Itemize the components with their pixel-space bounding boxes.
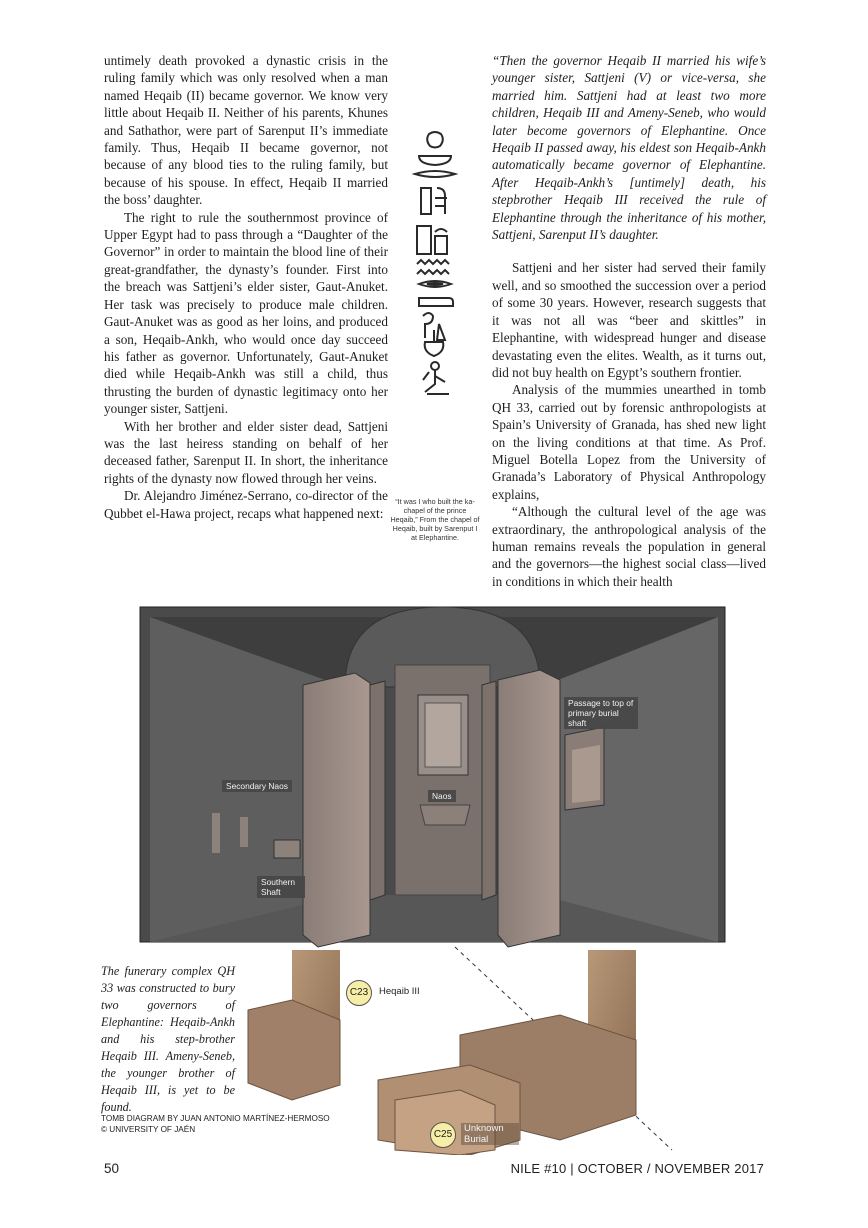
hieroglyph-inscription xyxy=(405,128,465,403)
burial-marker-c23: C23 xyxy=(346,980,372,1006)
page-number: 50 xyxy=(104,1161,120,1176)
label-passage: Passage to top of primary burial shaft xyxy=(564,697,638,729)
label-southern-shaft: Southern Shaft xyxy=(257,876,305,898)
figure-caption: The funerary complex QH 33 was constructed to bury two governors of Elephantine: Heqaib-Ankh and his step-brother Heqaib III. Ameny-Seneb, the younger brother of Heqaib III, is yet to be found. xyxy=(101,964,235,1114)
paragraph: Dr. Alejandro Jiménez-Serrano, co-director of the Qubbet el-Hawa project, recaps what happened next: xyxy=(104,488,388,521)
right-text-column xyxy=(492,52,766,590)
quote-block: “Then the governor Heqaib II married his wife’s younger sister, Sattjeni (V) or vice-versa, she married him. Sattjeni had at least two more children, Heqaib III and Ameny-Seneb, who would later become governors of Elephantine. Once Heqaib II passed away, his eldest son Heqaib-Ankh automatically became governor of Elephantine. After Heqaib-Ankh’s [untimely] death, his stepbrother Heqaib III received the rule of Elephantine through the inheritance of his mother, Sattjeni, Sarenput II’s daughter. xyxy=(492,53,766,243)
paragraph: untimely death provoked a dynastic crisis in the ruling family which was only resolved when a man named Heqaib (II) became governor. We know very little about Heqaib II. Neither of his parents, Khunes and Sathathor, were part of Sarenput II’s immediate family. Thus, Heqaib II became governor, not because of any blood ties to the ruling family, but because of his spouse. In effect, Heqaib II married the boss’ daughter. xyxy=(104,53,388,208)
paragraph: With her brother and elder sister dead, Sattjeni was the last heiress standing on behalf of her deceased father, Sarenput II. In short, the inheritance rights of the dynasty now flowed through her veins. xyxy=(104,418,388,486)
credit-line: TOMB DIAGRAM BY JUAN ANTONIO MARTÍNEZ-HERMOSO xyxy=(101,1114,330,1123)
burial-marker-c25: C25 xyxy=(430,1122,456,1148)
diagram-credit xyxy=(101,1113,401,1135)
left-text-column xyxy=(104,52,388,522)
hieroglyph-caption: “It was I who built the ka-chapel of the prince Heqaib,” From the chapel of Heqaib, built by Sarenput I at Elephantine. xyxy=(390,497,480,542)
paragraph: Sattjeni and her sister had served their family well, and so smoothed the succession over a period of some 30 years. However, research suggests that it was not all was “beer and skittles” in Elephantine, with widespread hunger and disease devastating even the elites. Wealth, as it turns out, did not buy health on Egypt’s southern frontier. xyxy=(492,260,766,380)
paragraph: “Although the cultural level of the age was extraordinary, the anthropological analysis of the human remains reveals the population in general and the governors—the highest social class—lived in conditions in which their health xyxy=(492,504,766,589)
paragraph: The right to rule the southernmost province of Upper Egypt had to pass through a “Daughter of the Governor” in order to maintain the blood line of their great-grandfather, the dynasty’s founder. First into the breach was Sattjeni’s elder sister, Gaut-Anuket. Her task was precisely to produce male children. Gaut-Anuket was as good as her loins, and produced a son, Heqaib-Ankh, who would once day succeed his father as governor. Unfortunately, Gaut-Anuket died while Heqaib-Ankh was still a child, thus thrusting the burden of dynastic legitimacy onto her younger sister, Sattjeni. xyxy=(104,209,388,417)
paragraph: Analysis of the mummies unearthed in tomb QH 33, carried out by forensic anthropologists at Spain’s University of Granada, has shed new light on the living conditions at that time. As Prof. Miguel Botella Lopez from the University of Granada’s Laboratory of Physical Anthropology explains, xyxy=(492,382,766,502)
burial-label-c23: Heqaib III xyxy=(379,986,420,997)
publication-footer: NILE #10 | OCTOBER / NOVEMBER 2017 xyxy=(510,1161,764,1176)
label-naos: Naos xyxy=(428,790,456,802)
burial-label-c25: Unknown Burial xyxy=(461,1123,519,1145)
credit-line: © UNIVERSITY OF JAÉN xyxy=(101,1125,196,1134)
label-secondary-naos: Secondary Naos xyxy=(222,780,292,792)
